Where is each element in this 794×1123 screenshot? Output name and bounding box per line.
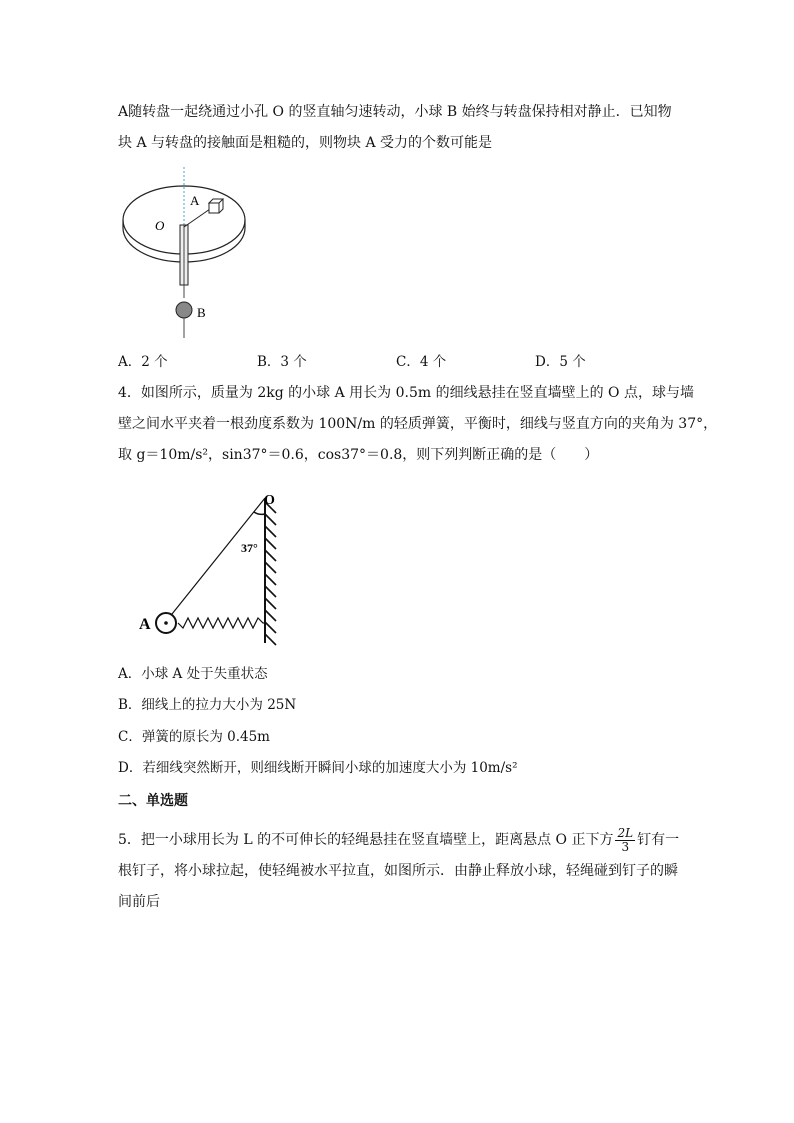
q5-text-line-1 (118, 826, 679, 854)
label-O: O (264, 493, 275, 508)
q4-option-d[interactable]: D．若细线突然断开，则细线断开瞬间小球的加速度大小为 10m/s² (118, 760, 518, 776)
fraction-2l-over-3 (615, 827, 635, 854)
q5-text-line-3: 间前后 (118, 894, 160, 910)
q5-text-before-fraction: 5．把一小球用长为 L 的不可伸长的轻绳悬挂在竖直墙壁上，距离悬点 O 正下方 (118, 832, 614, 848)
q5-text-line-2: 根钉子，将小球拉起，使轻绳被水平拉直，如图所示．由静止释放小球，轻绳碰到钉子的瞬 (118, 863, 678, 879)
q3-option-d[interactable]: D．5 个 (535, 354, 586, 370)
q3-option-b[interactable]: B．3 个 (257, 354, 307, 370)
label-A: A (139, 616, 151, 633)
turntable-figure (118, 165, 253, 345)
label-O: O (155, 218, 165, 233)
q3-text-line-1: A随转盘一起绕通过小孔 O 的竖直轴匀速转动，小球 B 始终与转盘保持相对静止．已知物 (118, 104, 672, 120)
label-B: B (197, 305, 206, 320)
q4-option-b[interactable]: B．细线上的拉力大小为 25N (118, 697, 297, 713)
spring-pendulum-figure (135, 488, 290, 653)
label-angle: 37° (241, 541, 258, 555)
fraction-numerator: 2L (617, 825, 634, 840)
label-A: A (190, 193, 200, 208)
q3-text-line-2: 块 A 与转盘的接触面是粗糙的，则物块 A 受力的个数可能是 (118, 135, 493, 151)
section-heading: 二、单选题 (118, 793, 188, 809)
q3-option-a[interactable]: A．2 个 (118, 354, 168, 370)
q4-text-line-1: 4．如图所示，质量为 2kg 的小球 A 用长为 0.5m 的细线悬挂在竖直墙壁上的 O 点，球与墙 (118, 385, 694, 401)
fraction-denominator: 3 (621, 839, 630, 854)
q4-option-c[interactable]: C．弹簧的原长为 0.45m (118, 729, 270, 745)
q4-text-line-2: 壁之间水平夹着一根劲度系数为 100N/m 的轻质弹簧，平衡时，细线与竖直方向的夹角为 37°， (118, 416, 718, 432)
q4-text-line-3: 取 g＝10m/s²，sin37°＝0.6，cos37°＝0.8，则下列判断正确的是（ ） (118, 447, 599, 463)
q3-option-c[interactable]: C．4 个 (396, 354, 447, 370)
q4-option-a[interactable]: A．小球 A 处于失重状态 (118, 666, 268, 682)
q5-text-after-fraction: 钉有一 (637, 832, 680, 848)
